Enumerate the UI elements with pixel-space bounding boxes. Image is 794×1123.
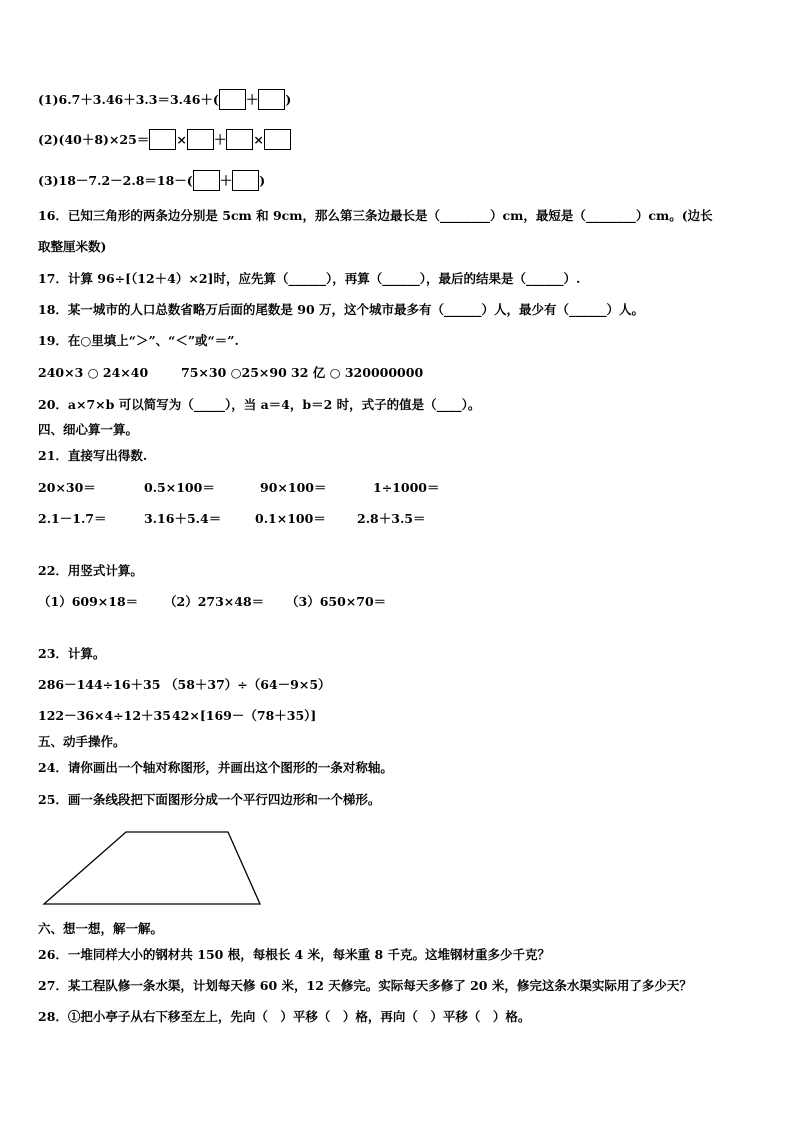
q15-part3-blank-2[interactable] (232, 170, 259, 191)
q23-title: 23．计算。 (38, 646, 106, 661)
q21-row2-item-1: 2.1－1.7＝ (38, 511, 107, 526)
q15-part3-operator: ＋ (219, 172, 233, 188)
section-5-heading: 五、动手操作。 (38, 734, 126, 749)
q15-part2-blank-3[interactable] (226, 129, 253, 150)
q22-title: 22．用竖式计算。 (38, 563, 143, 578)
q15-part1-close: ) (285, 91, 292, 107)
q19-title: 19．在○里填上“＞”、“＜”或“＝”. (38, 333, 239, 348)
q15-part2-expression: (2)(40＋8)×25＝ (38, 131, 150, 147)
trapezoid-shape (44, 832, 260, 904)
q23-row1-item-1: 286－144÷16＋35 (38, 677, 161, 692)
q18: 18．某一城市的人口总数省略万后面的尾数是 90 万，这个城市最多有（______）人，最少有（______）人。 (38, 302, 644, 317)
q20: 20．a×7×b 可以简写为（_____），当 a＝4，b＝2 时，式子的值是（____）。 (38, 397, 481, 412)
q21-row1-item-2: 0.5×100＝ (144, 480, 215, 495)
q21-row1-item-3: 90×100＝ (260, 480, 327, 495)
q15-part3-blank-1[interactable] (193, 170, 220, 191)
q21-title: 21．直接写出得数. (38, 448, 148, 463)
q15-part2-times-2: × (253, 131, 264, 147)
q15-part2-times-1: × (176, 131, 187, 147)
q22-item-3: （3）650×70＝ (286, 594, 387, 609)
section-4-heading: 四、细心算一算。 (38, 422, 139, 437)
q21-row2-item-2: 3.16＋5.4＝ (144, 511, 222, 526)
section-6-heading: 六、想一想，解一解。 (38, 921, 164, 936)
q19-item-2: 75×30 ○25×90 (181, 365, 287, 380)
q15-part1-blank-2[interactable] (258, 89, 285, 110)
q24: 24．请你画出一个轴对称图形，并画出这个图形的一条对称轴。 (38, 760, 393, 775)
q15-part2-blank-1[interactable] (149, 129, 176, 150)
q22-item-2: （2）273×48＝ (164, 594, 265, 609)
q21-row2-item-3: 0.1×100＝ (255, 511, 326, 526)
q15-part2-plus: ＋ (213, 131, 227, 147)
q26: 26．一堆同样大小的钢材共 150 根，每根长 4 米，每米重 8 千克。这堆钢材重多少千克？ (38, 947, 550, 962)
q21-row1-item-4: 1÷1000＝ (373, 480, 440, 495)
q15-part1-blank-1[interactable] (219, 89, 246, 110)
q19-item-1: 240×3 ○ 24×40 (38, 365, 149, 380)
trapezoid-figure (40, 828, 266, 908)
q16-line1: 16．已知三角形的两条边分别是 5cm 和 9cm，那么第三条边最长是（________）cm，最短是（________）cm。(边长 (38, 208, 713, 223)
q28: 28．①把小亭子从右下移至左上，先向（ ）平移（ ）格，再向（ ）平移（ ）格。 (38, 1009, 531, 1024)
q22-item-1: （1）609×18＝ (38, 594, 139, 609)
q25: 25．画一条线段把下面图形分成一个平行四边形和一个梯形。 (38, 792, 381, 807)
q15-part1 (38, 89, 291, 110)
q15-part1-expression: (1)6.7＋3.46＋3.3＝3.46＋( (38, 91, 219, 107)
q15-part3-close: ) (259, 172, 266, 188)
q21-row1-item-1: 20×30＝ (38, 480, 96, 495)
q15-part3 (38, 170, 265, 191)
q17: 17．计算 96÷[（12＋4）×2]时，应先算（______），再算（______），最后的结果是（______）. (38, 271, 581, 286)
q23-row1-item-2: （58＋37）÷（64－9×5） (165, 677, 331, 692)
q16-line2: 取整厘米数) (38, 239, 107, 254)
q15-part2-blank-2[interactable] (187, 129, 214, 150)
q27: 27．某工程队修一条水渠，计划每天修 60 米，12 天修完。实际每天多修了 20 米，修完这条水渠实际用了多少天？ (38, 978, 692, 993)
q21-row2-item-4: 2.8＋3.5＝ (357, 511, 426, 526)
q23-row2-item-1: 122－36×4÷12＋35 (38, 708, 171, 723)
q15-part3-expression: (3)18－7.2－2.8＝18－( (38, 172, 193, 188)
q15-part2 (38, 129, 291, 150)
q23-row2-item-2: 42×[169－（78＋35）] (172, 708, 317, 723)
q19-item-3: 32 亿 ○ 320000000 (291, 365, 424, 380)
q15-part1-operator: ＋ (245, 91, 259, 107)
q15-part2-blank-4[interactable] (264, 129, 291, 150)
